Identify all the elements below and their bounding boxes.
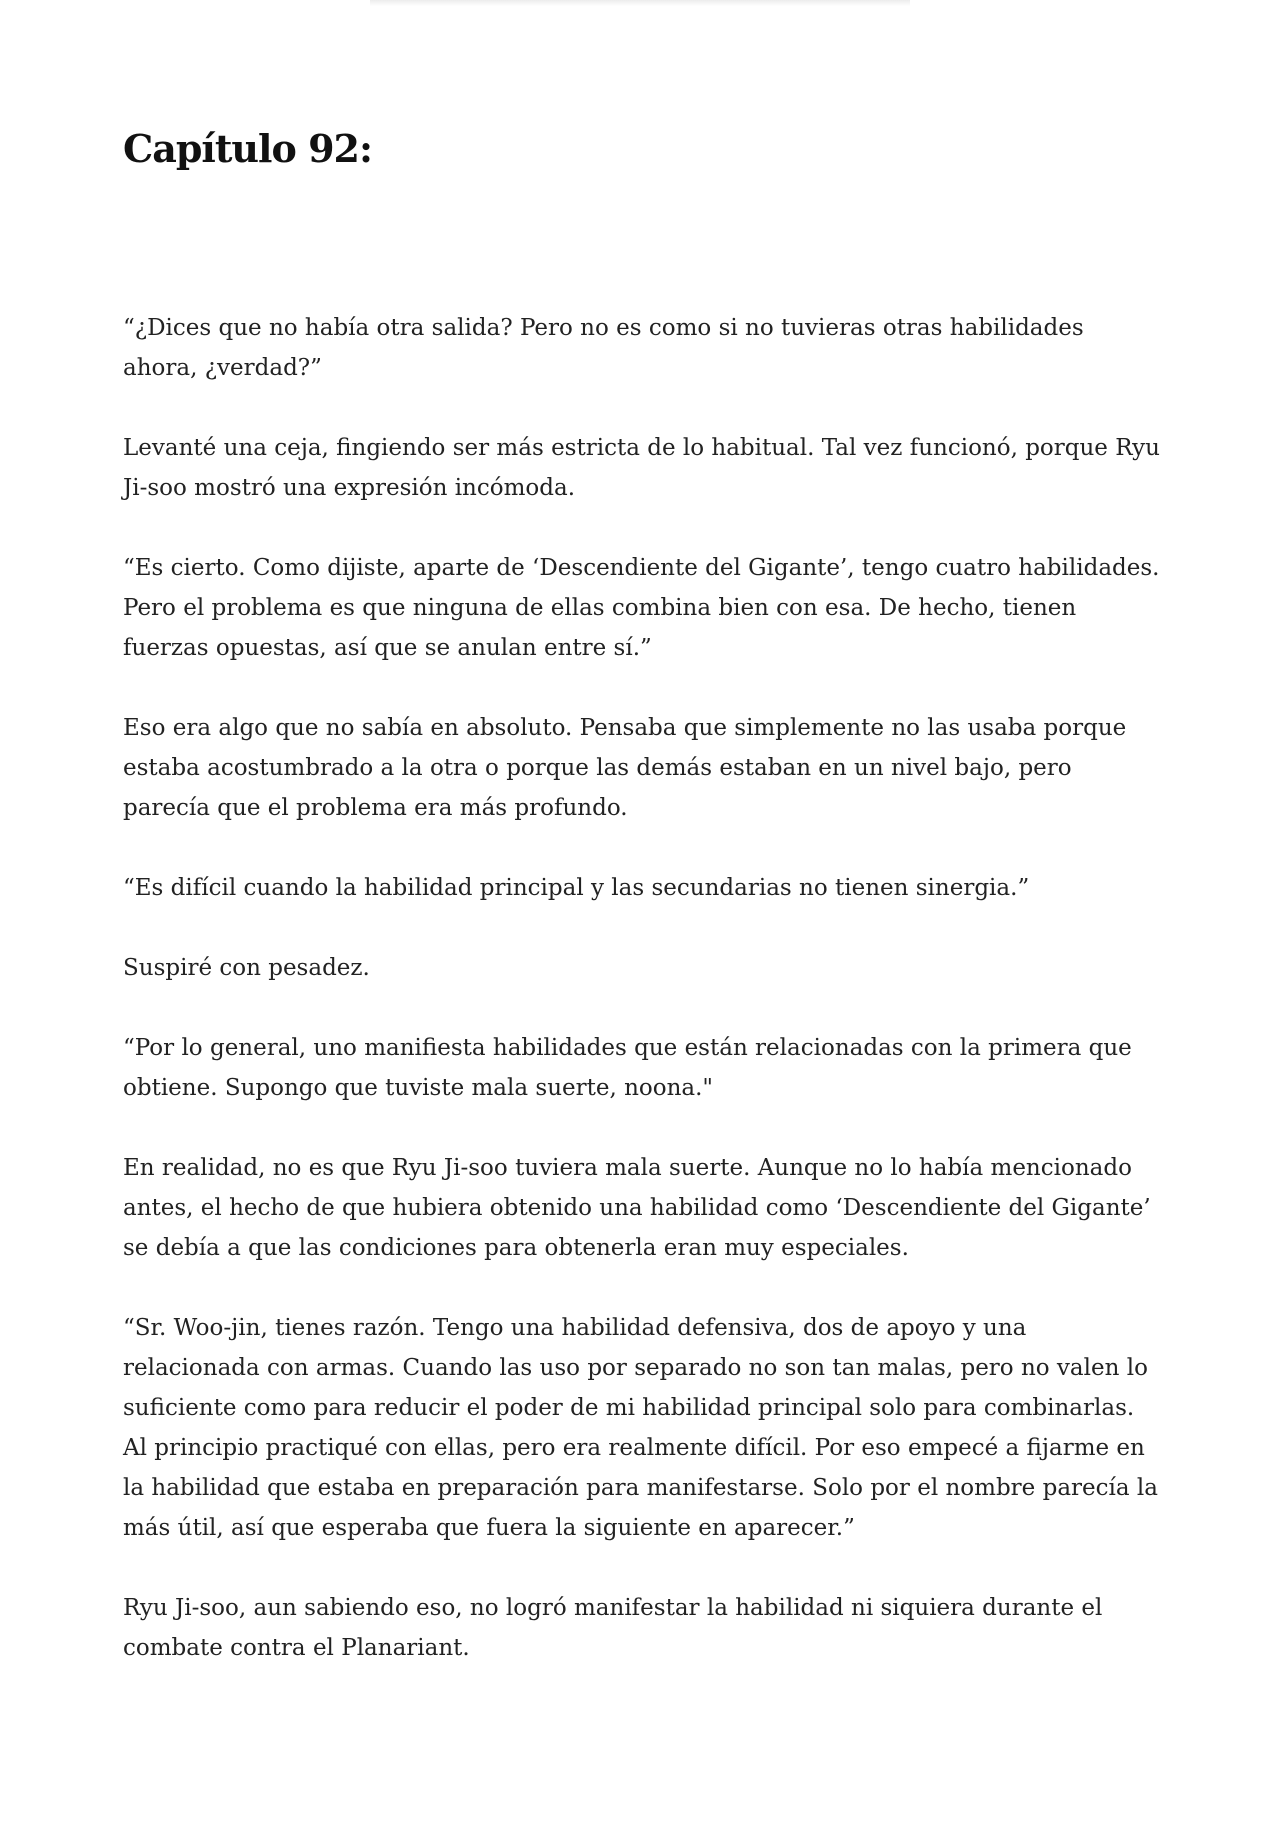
paragraph: “Sr. Woo-jin, tienes razón. Tengo una habilidad defensiva, dos de apoyo y una relacionada con armas. Cuando las uso por separado no son tan malas, pero no valen lo suficiente como para reducir el poder de mi habilidad principal solo para combinarlas. Al principio practiqué con ellas, pero era realmente difícil. Por eso empecé a fijarme en la habilidad que estaba en preparación para manifestarse. Solo por el nombre parecía la más útil, así que esperaba que fuera la siguiente en aparecer.” <box>123 1315 1158 1541</box>
paragraph: “¿Dices que no había otra salida? Pero no es como si no tuvieras otras habilidades ahora, ¿verdad?” <box>123 315 1084 381</box>
paragraph: Suspiré con pesadez. <box>123 955 370 981</box>
chapter-title: Capítulo 92: <box>123 126 372 171</box>
paragraph: Eso era algo que no sabía en absoluto. Pensaba que simplemente no las usaba porque estaba acostumbrado a la otra o porque las demás estaban en un nivel bajo, pero parecía que el problema era más profundo. <box>123 715 1127 821</box>
paragraph: Levanté una ceja, fingiendo ser más estricta de lo habitual. Tal vez funcionó, porque Ryu Ji-soo mostró una expresión incómoda. <box>123 435 1160 501</box>
top-edge-shadow <box>370 0 910 6</box>
paragraph: En realidad, no es que Ryu Ji-soo tuviera mala suerte. Aunque no lo había mencionado antes, el hecho de que hubiera obtenido una habilidad como ‘Descendiente del Gigante’ se debía a que las condiciones para obtenerla eran muy especiales. <box>123 1155 1151 1261</box>
chapter-body <box>123 308 1163 1708</box>
paragraph: “Es cierto. Como dijiste, aparte de ‘Descendiente del Gigante’, tengo cuatro habilidades. Pero el problema es que ninguna de ellas combina bien con esa. De hecho, tienen fuerzas opuestas, así que se anulan entre sí.” <box>123 555 1160 661</box>
paragraph: “Es difícil cuando la habilidad principal y las secundarias no tienen sinergia.” <box>123 875 1030 901</box>
paragraph: Ryu Ji-soo, aun sabiendo eso, no logró manifestar la habilidad ni siquiera durante el combate contra el Planariant. <box>123 1595 1103 1661</box>
paragraph: “Por lo general, uno manifiesta habilidades que están relacionadas con la primera que obtiene. Supongo que tuviste mala suerte, noona." <box>123 1035 1132 1101</box>
